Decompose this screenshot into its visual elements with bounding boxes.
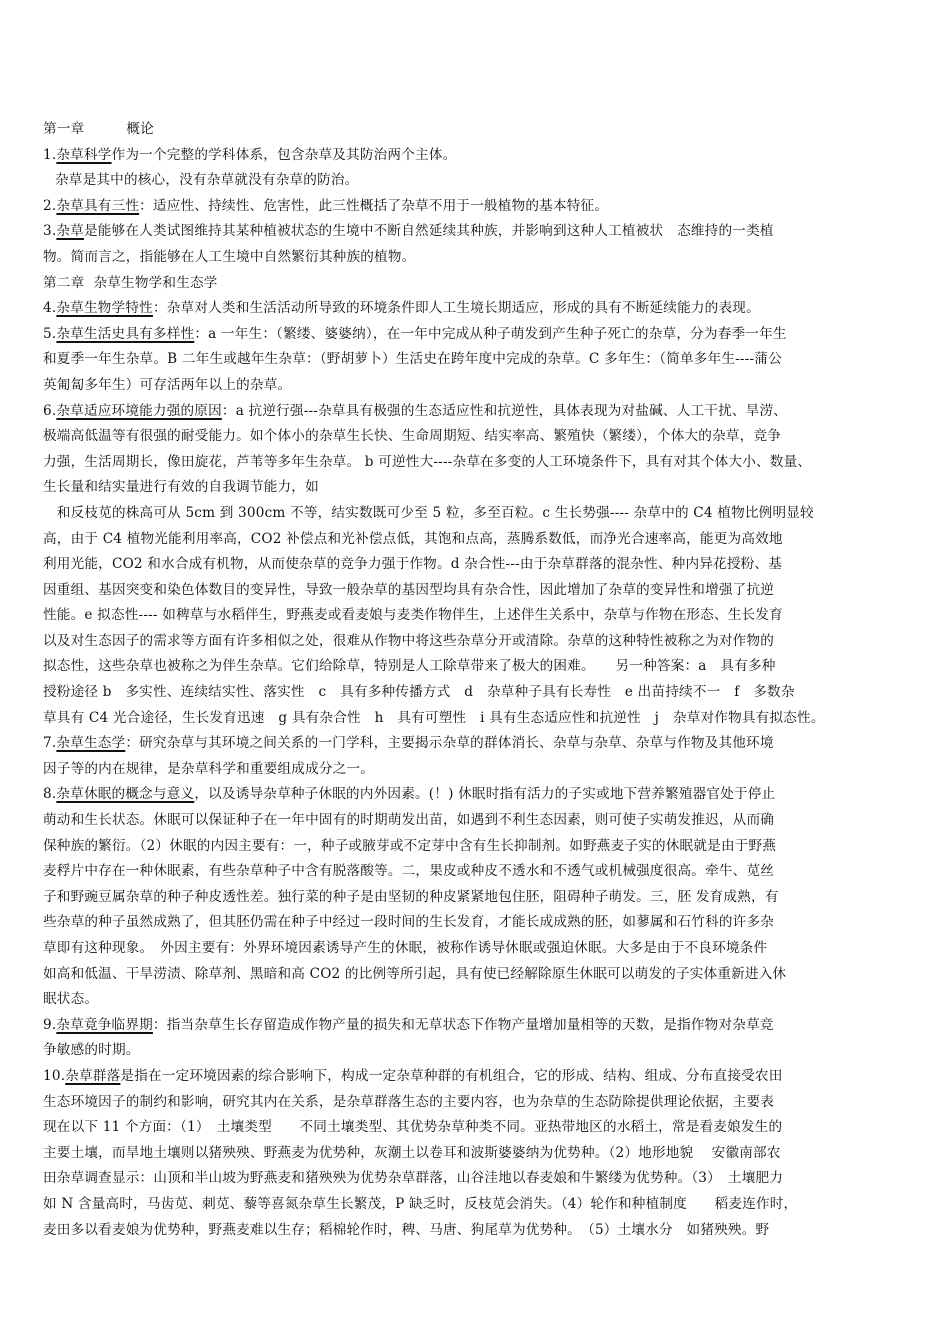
section-8-term: 杂草休眠的概念与意义 — [56, 786, 195, 803]
paragraph-line: 性能。e 拟态性---- 如稗草与水稻伴生，野燕麦或看麦娘与麦类作物伴生，上述伴生关系中，杂草与作物在形态、生长发育 — [43, 607, 783, 624]
section-3 — [43, 219, 911, 270]
paragraph-line: 拟态性，这些杂草也被称之为伴生杂草。它们给除草，特别是人工除草带来了极大的困难。 另一种答案：a 具有多种 — [43, 658, 776, 675]
section-7-number: 7. — [43, 735, 57, 752]
section-5-text: ：a 一年生：（繁缕、婆婆纳），在一年中完成从种子萌发到产生种子死亡的杂草，分为春季一年生 — [194, 325, 787, 342]
section-6-number: 6. — [43, 402, 57, 419]
section-4-term: 杂草生物学特性 — [56, 300, 153, 317]
section-9-number: 9. — [43, 1016, 57, 1033]
paragraph-line: 如 N 含量高时，马齿苋、刺苋、藜等喜氮杂草生长繁茂，P 缺乏时，反枝苋会消失。（4）轮作和种植制度 稻麦连作时， — [43, 1195, 798, 1212]
chapter-1-heading — [43, 117, 911, 143]
chapter-2-title: 杂草生物学和生态学 — [93, 274, 218, 291]
document-page — [43, 117, 911, 1243]
section-2-term: 杂草具有三性 — [56, 197, 140, 214]
section-7-term: 杂草生态学 — [56, 735, 126, 752]
paragraph-line: 生长量和结实量进行有效的自我调节能力，如 — [43, 479, 319, 496]
section-7-text: ：研究杂草与其环境之间关系的一门学科，主要揭示杂草的群体消长、杂草与杂草、杂草与作物及其他环境 — [125, 735, 774, 752]
paragraph-line: 主要土壤，而旱地土壤则以猪殃殃、野燕麦为优势种，灰潮土以卷耳和波斯婆婆纳为优势种。（2）地形地貌 安徽南部农 — [43, 1144, 781, 1161]
section-9-term: 杂草竟争临界期 — [56, 1016, 153, 1033]
paragraph-line: 麦稃片中存在一种休眠素，有些杂草种子中含有脱落酸等。二，果皮或种皮不透水和不透气或机械强度很高。牵牛、苋丝 — [43, 863, 775, 880]
section-10-term: 杂草群落 — [65, 1067, 121, 1084]
section-3-line-2: 物。简而言之，指能够在人工生境中自然繁衍其种族的植物。 — [43, 248, 416, 265]
paragraph-line: 和反枝苋的株高可从 5cm 到 300cm 不等，结实数既可少至 5 粒，多至百粒。c 生长势强---- 杂草中的 C4 植物比例明显较 — [43, 504, 814, 521]
section-1-term: 杂草科学 — [56, 146, 112, 163]
paragraph-line: 麦田多以看麦娘为优势种，野燕麦难以生存；稻棉轮作时，稗、马唐、狗尾草为优势种。 （5）土壤水分 如猪殃殃。野 — [43, 1221, 770, 1238]
section-2-text: ：适应性、持续性、危害性，此三性概括了杂草不用于一般植物的基本特征。 — [139, 197, 609, 214]
section-6-text: ：a 抗逆行强---杂草具有极强的生态适应性和抗逆性，具体表现为对盐碱、人工干扰、旱涝、 — [221, 402, 788, 419]
section-9-text: ：指当杂草生长存留造成作物产量的损失和无草状态下作物产量增加量相等的天数，是指作物对杂草竞 — [152, 1016, 774, 1033]
paragraph-line: 保种族的繁衍。（2）休眠的内因主要有：一，种子或腋芽或不定芽中含有生长抑制剂。如野燕麦子实的休眠就是由于野燕 — [43, 837, 777, 854]
section-6 — [43, 399, 911, 732]
chapter-1-label: 第一章 — [43, 121, 85, 137]
paragraph-line: 高，由于 C4 植物光能利用率高，CO2 补偿点和光补偿点低，其饱和点高，蒸腾系数低，而净光合速率高，能更为高效地 — [43, 530, 783, 547]
section-8-text: ，以及诱导杂草种子休眠的内外因素。(！) 休眠时指有活力的子实或地下营养繁殖器官处于停止 — [194, 786, 776, 803]
paragraph-line: 草即有这种现象。 外因主要有：外界环境因素诱导产生的休眠，被称作诱导休眠或强迫休眠。大多是由于不良环境条件 — [43, 940, 768, 956]
paragraph-line: 利用光能，CO2 和水合成有机物，从而使杂草的竞争力强于作物。d 杂合性---由于杂草群落的混杂性、种内异花授粉、基 — [43, 556, 783, 573]
section-8 — [43, 782, 911, 1012]
section-5 — [43, 322, 911, 399]
section-7 — [43, 731, 911, 782]
paragraph-line: 英匍匐多年生）可存活两年以上的杂草。 — [43, 376, 292, 393]
paragraph-line: 如高和低温、干旱涝渍、除草剂、黑暗和高 CO2 的比例等所引起，具有使已经解除原生休眠可以萌发的子实体重新进入休 — [43, 965, 787, 982]
section-9 — [43, 1013, 911, 1064]
section-8-number: 8. — [43, 786, 57, 803]
section-1-number: 1. — [43, 146, 57, 163]
paragraph-line: 授粉途径 b 多实性、连续结实性、落实性 c 具有多种传播方式 d 杂草种子具有长寿性 e 出苗持续不一 f 多数杂 — [43, 684, 795, 701]
paragraph-line: 和夏季一年生杂草。B 二年生或越年生杂草：（野胡萝卜）生活史在跨年度中完成的杂草。C 多年生：（简单多年生----蒲公 — [43, 351, 782, 368]
paragraph-line: 极端高低温等有很强的耐受能力。如个体小的杂草生长快、生命周期短、结实率高、繁殖快（繁缕），个体大的杂草，竞争 — [43, 428, 782, 445]
paragraph-line: 子和野豌豆属杂草的种子种皮透性差。独行菜的种子是由坚韧的种皮紧紧地包住胚，阻碍种子萌发。三，胚 发育成熟，有 — [43, 888, 779, 905]
section-3-number: 3. — [43, 223, 57, 240]
section-6-term: 杂草适应环境能力强的原因 — [56, 402, 222, 419]
section-1 — [43, 143, 911, 194]
paragraph-line: 生态环境因子的制约和影响，研究其内在关系，是杂草群落生态的主要内容，也为杂草的生态防除提供理论依据，主要表 — [43, 1093, 775, 1110]
section-5-term: 杂草生活史具有多样性 — [56, 325, 195, 342]
chapter-2-heading — [43, 271, 911, 297]
paragraph-line: 眠状态。 — [43, 991, 99, 1008]
section-10-text: 是指在一定环境因素的综合影响下，构成一定杂草种群的有机组合，它的形成、结构、组成、分布直接受农田 — [120, 1067, 783, 1084]
paragraph-line: 因重组、基因突变和染色体数目的变异性，导致一般杂草的基因型均具有杂合性，因此增加了杂草的变异性和增强了抗逆 — [43, 581, 775, 598]
section-4-text: ：杂草对人类和生活活动所导致的环境条件即人工生境长期适应，形成的具有不断延续能力的表现。 — [152, 300, 760, 317]
paragraph-line: 现在以下 11 个方面：（1） 土壤类型 不同土壤类型、其优势杂草种类不同。亚热带地区的水稻土，常是看麦娘发生的 — [43, 1119, 783, 1136]
section-2 — [43, 194, 911, 220]
paragraph-line: 萌动和生长状态。休眠可以保证种子在一年中固有的时期萌发出苗，如遇到不利生态因素，则可使子实萌发推迟，从而确 — [43, 812, 775, 829]
section-4-number: 4. — [43, 300, 57, 317]
paragraph-line: 田杂草调查显示：山顶和半山坡为野燕麦和猪殃殃为优势杂草群落，山谷洼地以春麦娘和牛繁缕为优势种。（3） 土壤肥力 — [43, 1170, 784, 1187]
paragraph-line: 些杂草的种子虽然成熟了，但其胚仍需在种子中经过一段时间的生长发育，才能长成成熟的胚，如蓼属和石竹科的许多杂 — [43, 914, 775, 931]
section-3-term: 杂草 — [56, 223, 84, 240]
section-2-number: 2. — [43, 197, 57, 214]
section-10 — [43, 1064, 911, 1243]
section-1-line-2: 杂草是其中的核心，没有杂草就没有杂草的防治。 — [55, 172, 359, 189]
chapter-1-title: 概论 — [126, 121, 154, 137]
section-5-number: 5. — [43, 325, 57, 342]
paragraph-line: 因子等的内在规律，是杂草科学和重要组成成分之一。 — [43, 760, 375, 777]
section-4 — [43, 296, 911, 322]
paragraph-line: 力强，生活周期长，像田旋花，芦苇等多年生杂草。 b 可逆性大----杂草在多变的人工环境条件下，具有对其个体大小、数量、 — [43, 453, 812, 470]
section-3-text: 是能够在人类试图维持其某种植被状态的生境中不断自然延续其种族，并影响到这种人工植被状 态维持的一类植 — [83, 223, 774, 240]
paragraph-line: 争敏感的时期。 — [43, 1042, 140, 1059]
paragraph-line: 以及对生态因子的需求等方面有许多相似之处，很难从作物中将这些杂草分开或清除。杂草的这种特性被称之为对作物的 — [43, 632, 775, 649]
paragraph-line: 草具有 C4 光合途径，生长发育迅速 g 具有杂合性 h 具有可塑性 i 具有生态适应性和抗逆性 j 杂草对作物具有拟态性。 — [43, 709, 825, 726]
section-1-text: 作为一个完整的学科体系，包含杂草及其防治两个主体。 — [111, 146, 457, 163]
chapter-2-label: 第二章 — [43, 274, 85, 291]
section-10-number: 10. — [43, 1067, 66, 1084]
